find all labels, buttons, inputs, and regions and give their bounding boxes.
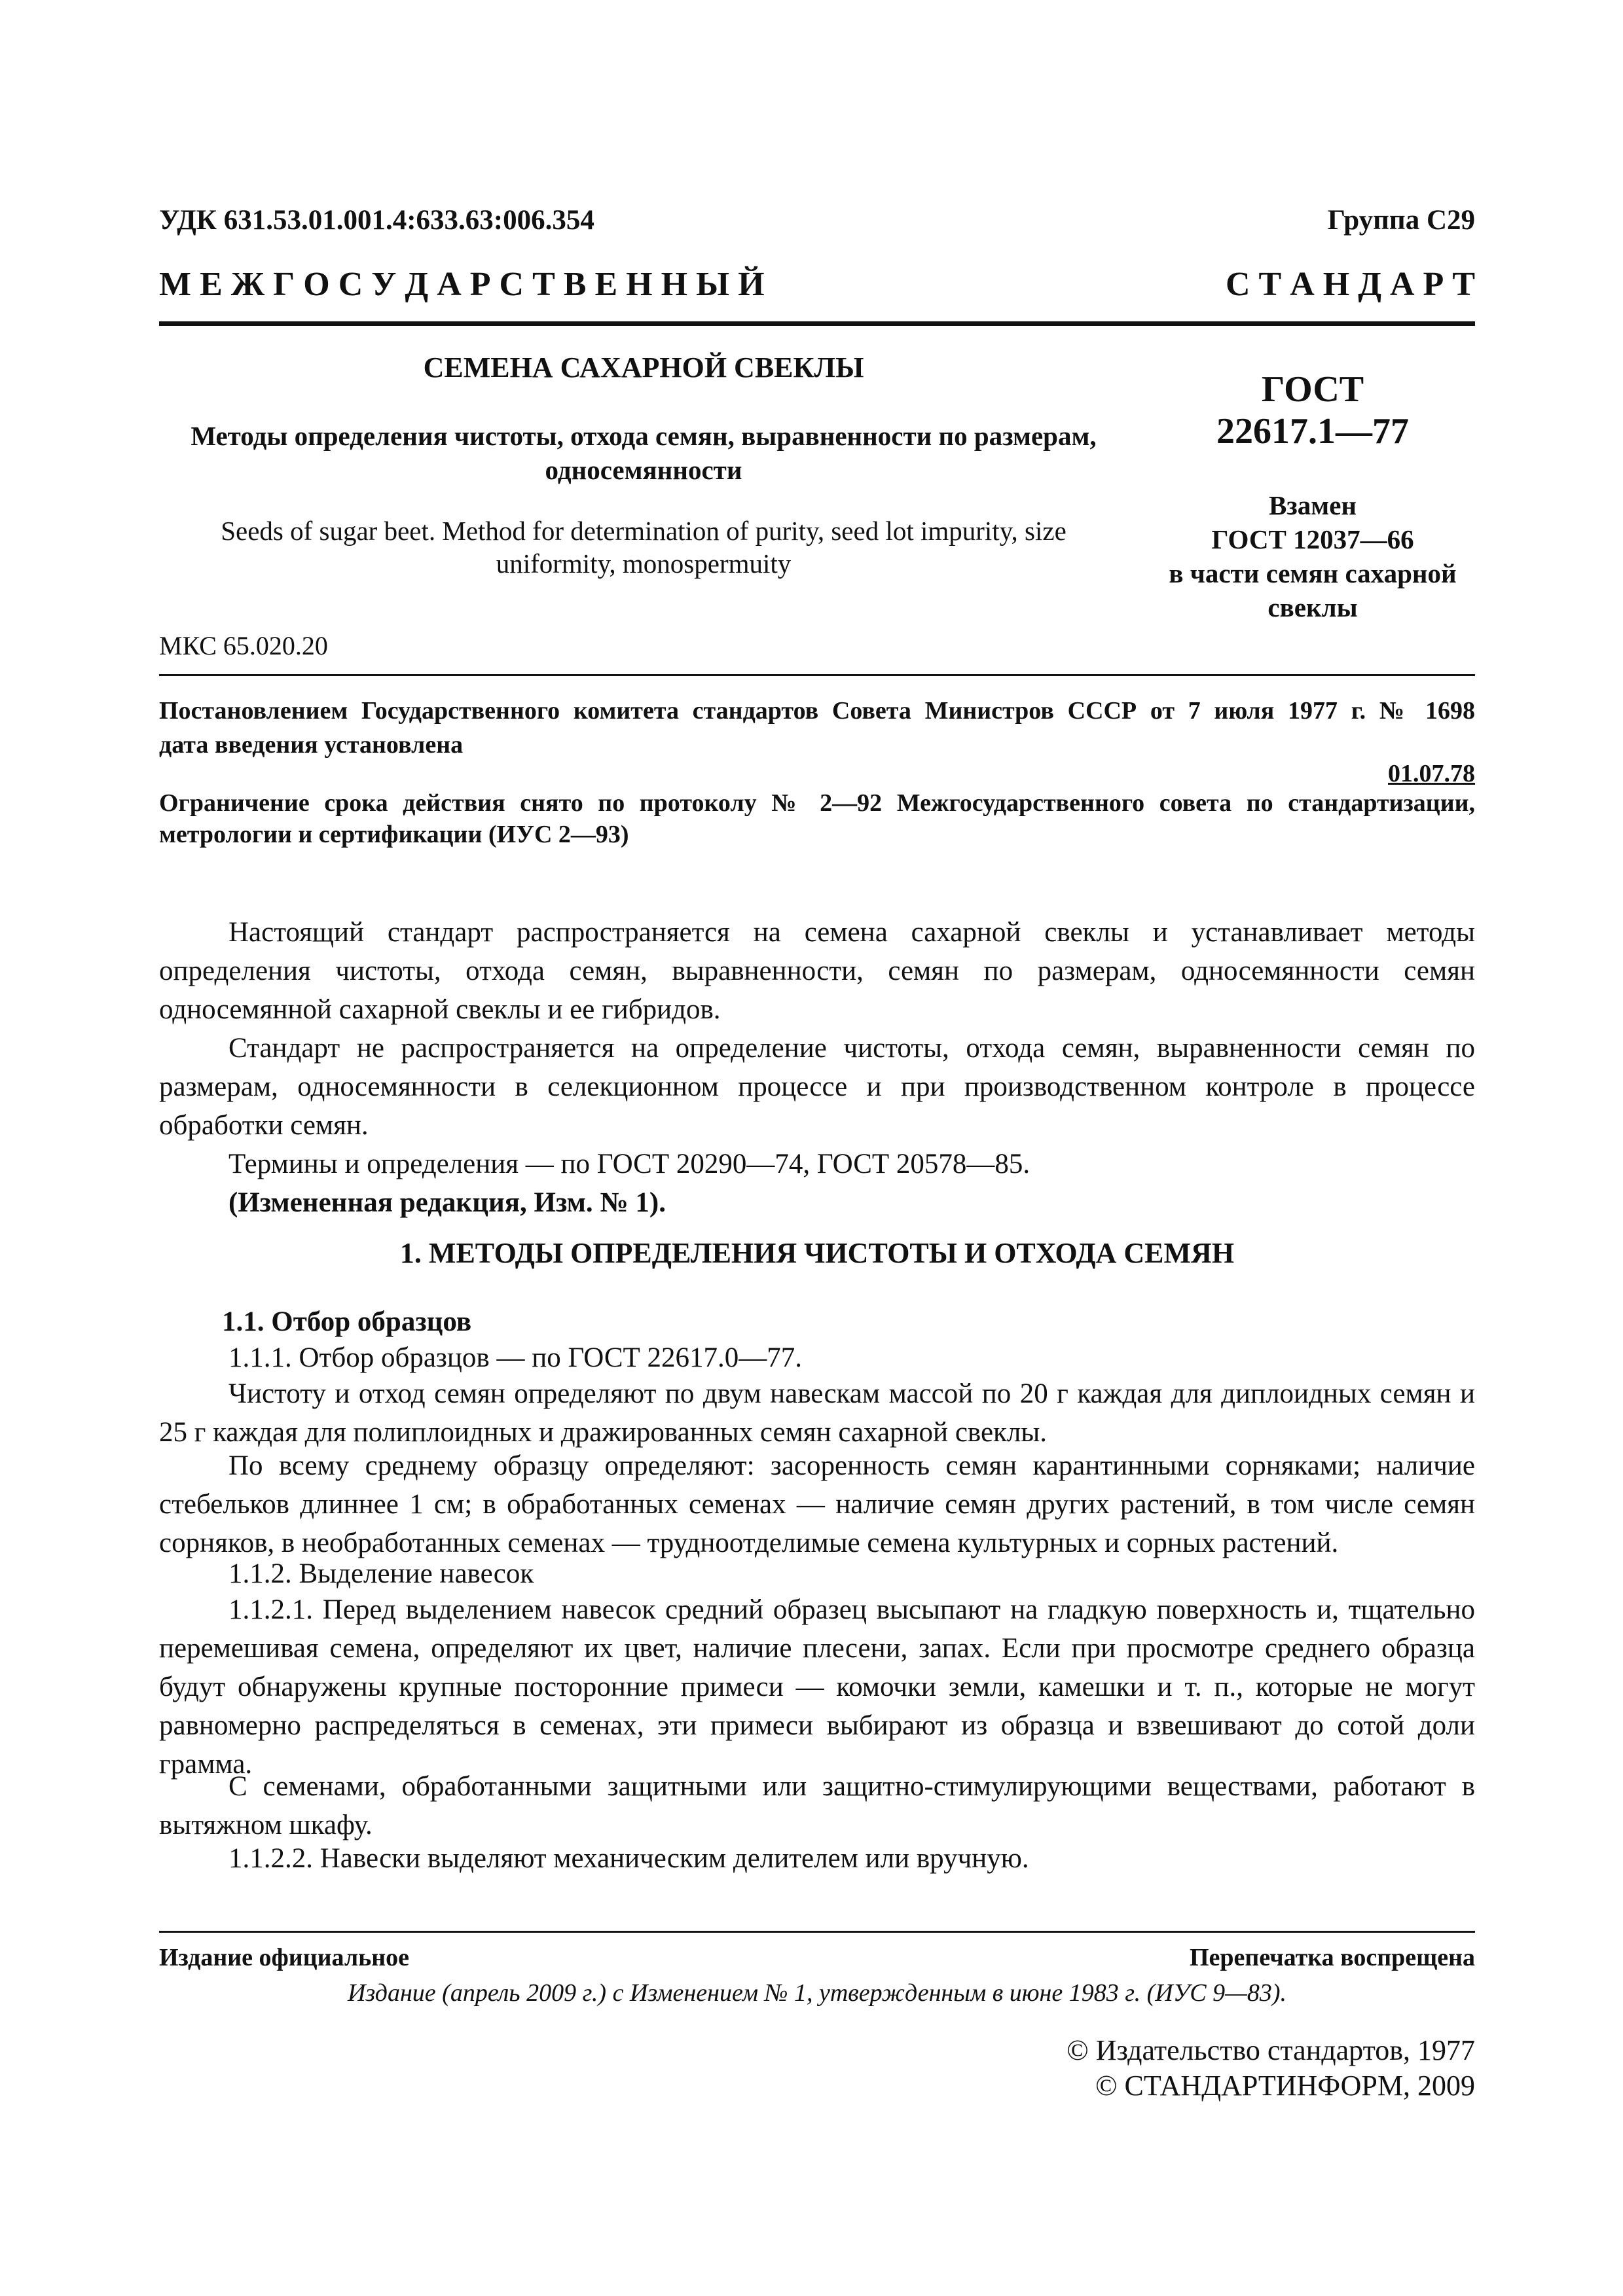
decree-line1: Постановлением Государственного комитета стандартов Совета Министров СССР от 7 июля 1977 г. № 1698 [159,697,1475,725]
gost-label: ГОСТ [1261,369,1364,410]
replace-part-line2: свеклы [1267,592,1358,622]
banner-standard: С Т А Н Д А Р Т [1225,266,1475,303]
section-1-heading: 1. МЕТОДЫ ОПРЕДЕЛЕНИЯ ЧИСТОТЫ И ОТХОДА СЕМЯН [399,1237,1235,1269]
replace-part-line1: в части семян сахарной [1169,558,1457,588]
intro-amendment: (Измененная редакция, Изм. № 1). [228,1187,666,1218]
udc-code: УДК 631.53.01.001.4:633.63:006.354 [159,205,594,236]
title-sub-line1: Методы определения чистоты, отхода семян, выравненности по размерам, [191,421,1097,451]
limit-line1: Ограничение срока действия снято по протоколу № 2—92 Межгосударственного совета по стандартизации, [159,789,1475,817]
reprint-prohibited: Перепечатка воспрещена [1189,1944,1475,1971]
limit-line2: метрологии и сертификации (ИУС 2—93) [159,821,629,848]
section-1-1-heading: 1.1. Отбор образцов [222,1306,472,1337]
banner-interstate: М Е Ж Г О С У Д А Р С Т В Е Н Н Ы Й [159,266,765,303]
intro-paragraph-3: Термины и определения — по ГОСТ 20290—74, ГОСТ 20578—85. [228,1149,1030,1179]
section-1-1-2: 1.1.2. Выделение навесок [228,1558,534,1589]
gost-number: 22617.1—77 [1216,411,1409,452]
mks-code: МКС 65.020.20 [159,631,328,660]
introduction-date: 01.07.78 [1388,760,1475,787]
copyright-1977: © Издательство стандартов, 1977 [1067,2034,1475,2066]
section-1-1-2-1: 1.1.2.1. Перед выделением навесок средний образец высыпают на гладкую поверхность и, тщательно перемешивая семена, определяют их цвет, наличие плесени, запах. Если при просмотре среднего образца будут обнаружены крупные посторонние примеси — комочки земли, камешки и т. п., которые не могут равномерно распределяться в семенах, эти примеси выбирают из образца и взвешивают до сотой доли грамма. [159,1594,1475,1780]
replace-label: Взамен [1268,490,1357,520]
decree-line2: дата введения установлена [159,731,464,759]
replace-gost: ГОСТ 12037—66 [1211,524,1414,554]
header-rule [159,321,1475,326]
official-edition: Издание официальное [159,1944,410,1971]
group-code: Группа С29 [1327,205,1475,236]
section-1-1-1-text: Чистоту и отход семян определяют по двум навескам массой по 20 г каждая для диплоидных семян и 25 г каждая для полиплоидных и дражированных семян сахарной свеклы. [159,1378,1475,1448]
title-sub-line2: односемянности [545,455,742,485]
copyright-2009: © СТАНДАРТИНФОРМ, 2009 [1095,2070,1475,2102]
section-1-1-1: 1.1.1. Отбор образцов — по ГОСТ 22617.0—77. [228,1342,803,1373]
footer-rule [159,1931,1475,1933]
intro-paragraph-2: Стандарт не распространяется на определение чистоты, отхода семян, выравненности семян по размерам, односемянности в селекционном процессе и при производственном контроле в процессе обработки семян. [159,1033,1475,1141]
intro-paragraph-1: Настоящий стандарт распространяется на семена сахарной свеклы и устанавливает методы определения чистоты, отхода семян, выравненности, семян по размерам, односемянности семян односемянной сахарной свеклы и ее гибридов. [159,917,1475,1025]
section-1-1-2-1-fume: С семенами, обработанными защитными или защитно-стимулирующими веществами, работают в вытяжном шкафу. [159,1771,1475,1840]
edition-note: Издание (апрель 2009 г.) с Изменением № 1, утвержденным в июне 1983 г. (ИУС 9—83). [347,1979,1287,2007]
section-1-1-2-2: 1.1.2.2. Навески выделяют механическим делителем или вручную. [228,1843,1029,1874]
title-english-line2: uniformity, monospermuity [496,548,792,579]
section-1-1-1-list: По всему среднему образцу определяют: засоренность семян карантинными сорняками; наличие стебельков длиннее 1 см; в обработанных семенах — наличие семян других растений, в том числе семян сорняков, в необработанных семенах — трудноотделимые семена культурных и сорных растений. [159,1450,1475,1558]
title-main: СЕМЕНА САХАРНОЙ СВЕКЛЫ [423,351,864,384]
mks-rule [159,674,1475,676]
title-english-line1: Seeds of sugar beet. Method for determination of purity, seed lot impurity, size [221,516,1067,546]
